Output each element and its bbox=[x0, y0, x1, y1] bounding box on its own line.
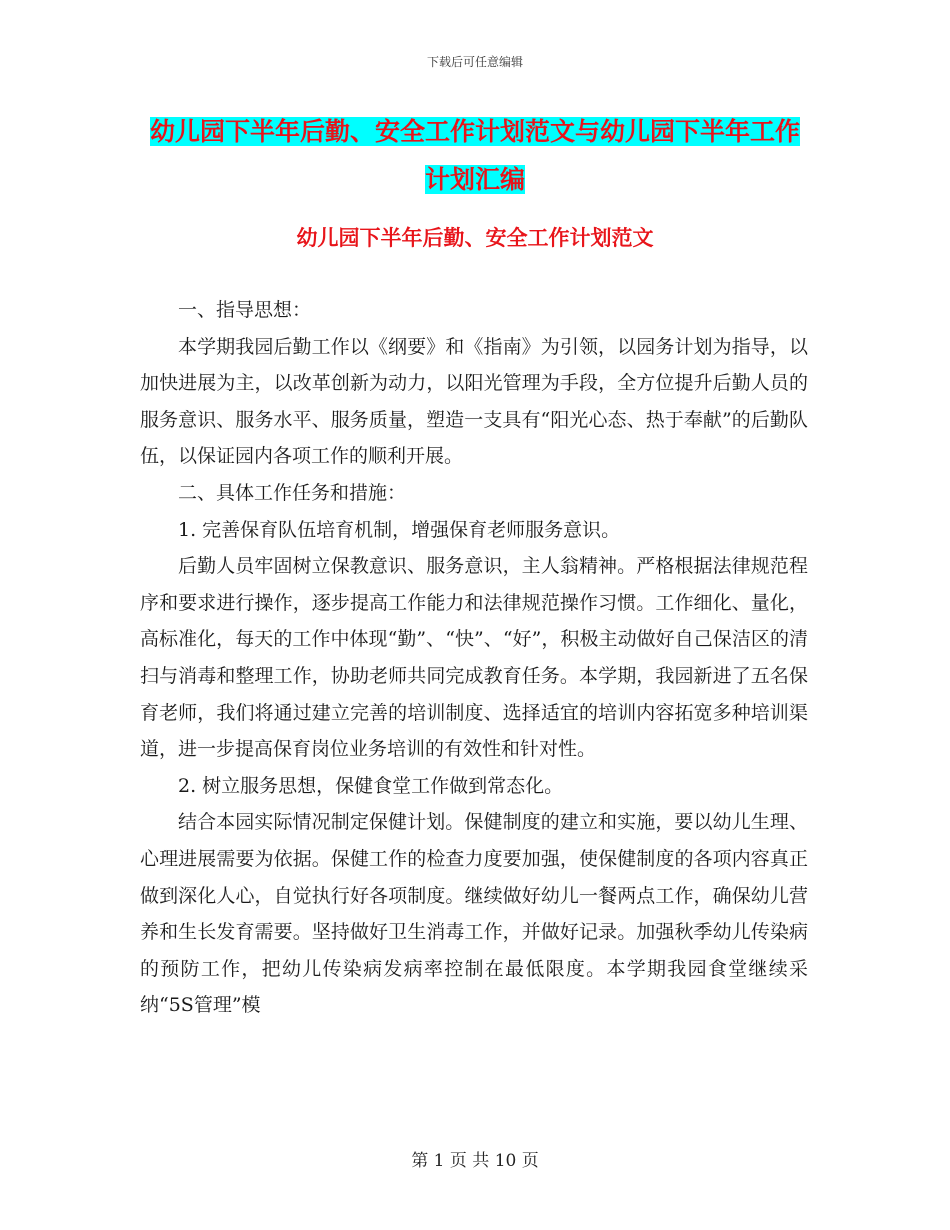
document-title bbox=[140, 108, 810, 204]
document-title-text: 幼儿园下半年后勤、安全工作计划范文与幼儿园下半年工作计划汇编 bbox=[149, 117, 800, 194]
paragraph-heading-2: 二、具体工作任务和措施： bbox=[178, 481, 407, 504]
section-title: 幼儿园下半年后勤、安全工作计划范文 bbox=[296, 226, 654, 250]
paragraph-heading-1: 一、指导思想： bbox=[178, 299, 312, 321]
page-footer: 第 1 页 共 10 页 bbox=[411, 1151, 539, 1171]
paragraph: 后勤人员牢固树立保教意识、服务意识，主人翁精神。严格根据法律规范程序和要求进行操作，逐步提高工作能力和法律规范操作习惯。工作细化、量化，高标准化，每天的工作中体现“勤”、“快”、“好”，积极主动做好自己保洁区的清扫与消毒和整理工作，协助老师共同完成教育任务。本学期，我园新进了五名保育老师，我们将通过建立完善的培训制度、选择适宜的培训内容拓宽多种培训渠道，进一步提高保育岗位业务培训的有效性和针对性。 bbox=[140, 555, 808, 761]
paragraph-item-1: 1. 完善保育队伍培育机制，增强保育老师服务意识。 bbox=[178, 518, 621, 541]
header-note: 下载后可任意编辑 bbox=[426, 55, 523, 69]
paragraph-item-2: 2. 树立服务思想，保健食堂工作做到常态化。 bbox=[178, 774, 564, 797]
document-body bbox=[140, 292, 808, 1024]
paragraph: 本学期我园后勤工作以《纲要》和《指南》为引领，以园务计划为指导，以加快进展为主，以改革创新为动力，以阳光管理为手段，全方位提升后勤人员的服务意识、服务水平、服务质量，塑造一支具有“阳光心态、热于奉献”的后勤队伍，以保证园内各项工作的顺利开展。 bbox=[140, 335, 808, 468]
paragraph: 结合本园实际情况制定保健计划。保健制度的建立和实施，要以幼儿生理、心理进展需要为依据。保健工作的检查力度要加强，使保健制度的各项内容真正做到深化人心，自觉执行好各项制度。继续做好幼儿一餐两点工作，确保幼儿营养和生长发育需要。坚持做好卫生消毒工作，并做好记录。加强秋季幼儿传染病的预防工作，把幼儿传染病发病率控制在最低限度。本学期我园食堂继续采纳“5S管理”模 bbox=[140, 811, 808, 1017]
